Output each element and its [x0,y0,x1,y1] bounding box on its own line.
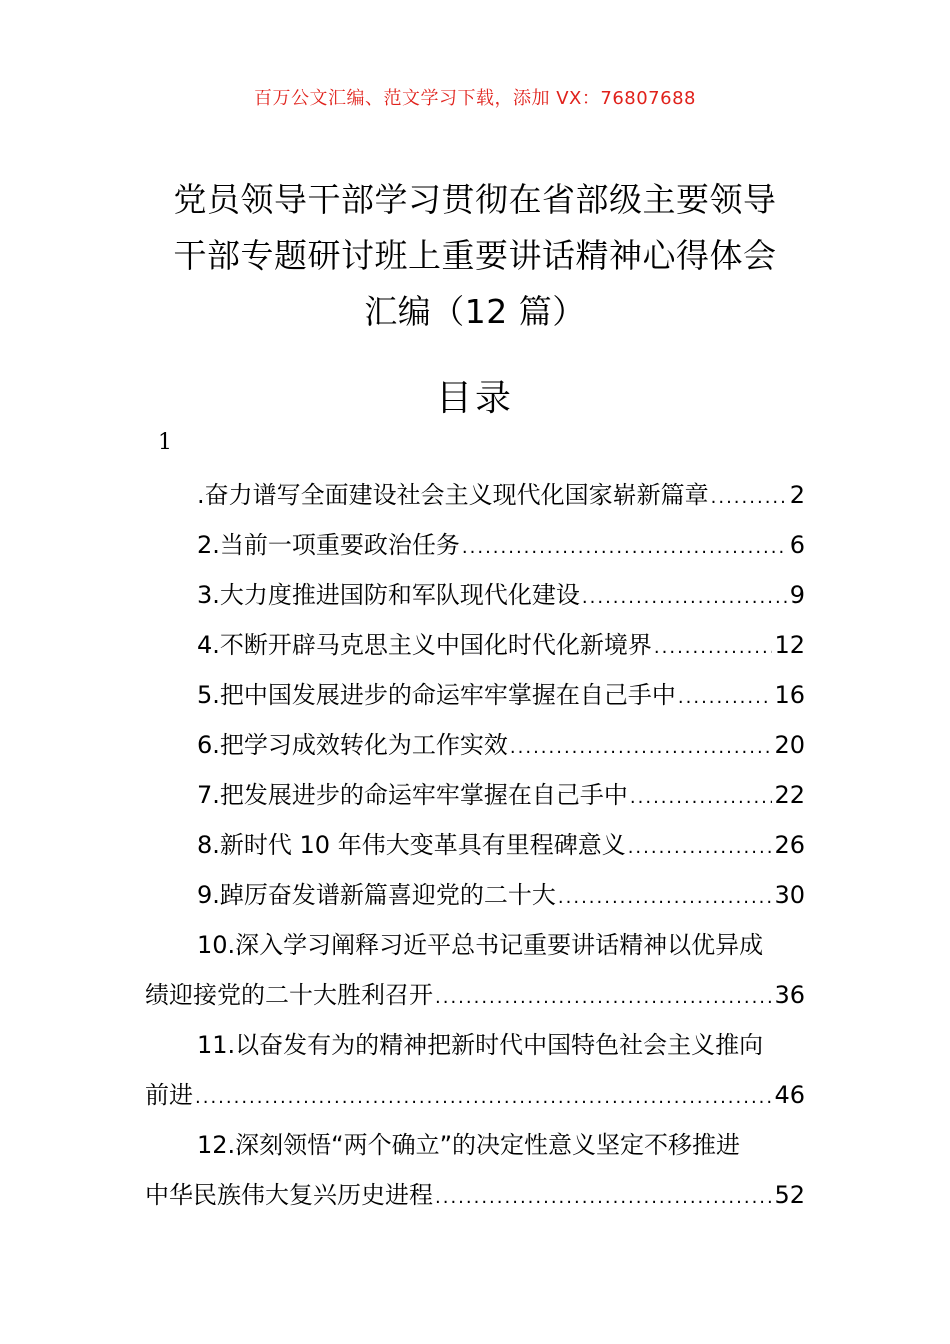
toc-entry-title: 5.把中国发展进步的命运牢牢掌握在自己手中 [197,681,676,709]
toc-entry-title: 9.踔厉奋发谱新篇喜迎党的二十大 [197,881,556,909]
toc-entry-page: 20 [774,731,805,759]
toc-entry-page: 26 [774,831,805,859]
toc-entry-9[interactable] [145,870,805,920]
dot-leader [435,973,772,1023]
toc-entry-title-continued: 中华民族伟大复兴历史进程 [145,1181,433,1209]
dot-leader [654,623,773,673]
toc-entry-title-continued: 绩迎接党的二十大胜利召开 [145,981,433,1009]
toc-entry-6[interactable] [145,720,805,770]
toc-heading: 目录 [435,378,514,419]
toc-entry-page: 16 [774,681,805,709]
toc-entry-title: 7.把发展进步的命运牢牢掌握在自己手中 [197,781,628,809]
title-line-3: 汇编（12 篇） [364,292,586,331]
document-title [120,172,830,340]
toc-entry-title: 6.把学习成效转化为工作实效 [197,731,508,759]
toc-entry-title: 3.大力度推进国防和军队现代化建设 [197,581,580,609]
toc-entry-title: .奋力谱写全面建设社会主义现代化国家崭新篇章 [197,481,709,509]
table-of-contents [145,470,805,1220]
title-line-2: 干部专题研讨班上重要讲话精神心得体会 [173,236,777,275]
toc-entry-page: 52 [774,1181,805,1209]
toc-entry-page: 2 [789,481,805,509]
dot-leader [711,473,788,523]
toc-entry-11-line-2[interactable] [145,1070,805,1120]
dot-leader [195,1073,772,1123]
toc-entry-11-line-1[interactable] [145,1020,805,1070]
toc-entry-title: 2.当前一项重要政治任务 [197,531,460,559]
stray-number: 1 [158,430,172,455]
toc-entry-page: 46 [774,1081,805,1109]
toc-entry-10-line-1[interactable] [145,920,805,970]
toc-entry-5[interactable] [145,670,805,720]
toc-entry-title: 8.新时代 10 年伟大变革具有里程碑意义 [197,831,626,859]
header-note: 百万公文汇编、范文学习下载，添加 VX：76807688 [254,88,696,109]
toc-entry-title-continued: 前进 [145,1081,193,1109]
toc-entry-12-line-1[interactable] [145,1120,805,1170]
toc-entry-2[interactable] [145,520,805,570]
dot-leader [582,573,788,623]
toc-entry-1[interactable] [145,470,805,520]
toc-entry-4[interactable] [145,620,805,670]
toc-entry-page: 6 [789,531,805,559]
dot-leader [558,873,773,923]
toc-entry-page: 30 [774,881,805,909]
toc-entry-3[interactable] [145,570,805,620]
dot-leader [510,723,773,773]
toc-entry-title: 11.以奋发有为的精神把新时代中国特色社会主义推向 [197,1031,764,1059]
dot-leader [630,773,773,823]
toc-entry-page: 22 [774,781,805,809]
toc-entry-10-line-2[interactable] [145,970,805,1020]
dot-leader [628,823,773,873]
dot-leader [435,1173,772,1223]
toc-entry-7[interactable] [145,770,805,820]
dot-leader [678,673,773,723]
title-line-1: 党员领导干部学习贯彻在省部级主要领导 [173,180,777,219]
toc-entry-12-line-2[interactable] [145,1170,805,1220]
toc-entry-page: 36 [774,981,805,1009]
dot-leader [462,523,788,573]
toc-entry-title: 4.不断开辟马克思主义中国化时代化新境界 [197,631,652,659]
toc-entry-title: 10.深入学习阐释习近平总书记重要讲话精神以优异成 [197,931,764,959]
toc-entry-page: 9 [789,581,805,609]
toc-entry-8[interactable] [145,820,805,870]
toc-entry-title: 12.深刻领悟“两个确立”的决定性意义坚定不移推进 [197,1131,741,1159]
toc-entry-page: 12 [774,631,805,659]
